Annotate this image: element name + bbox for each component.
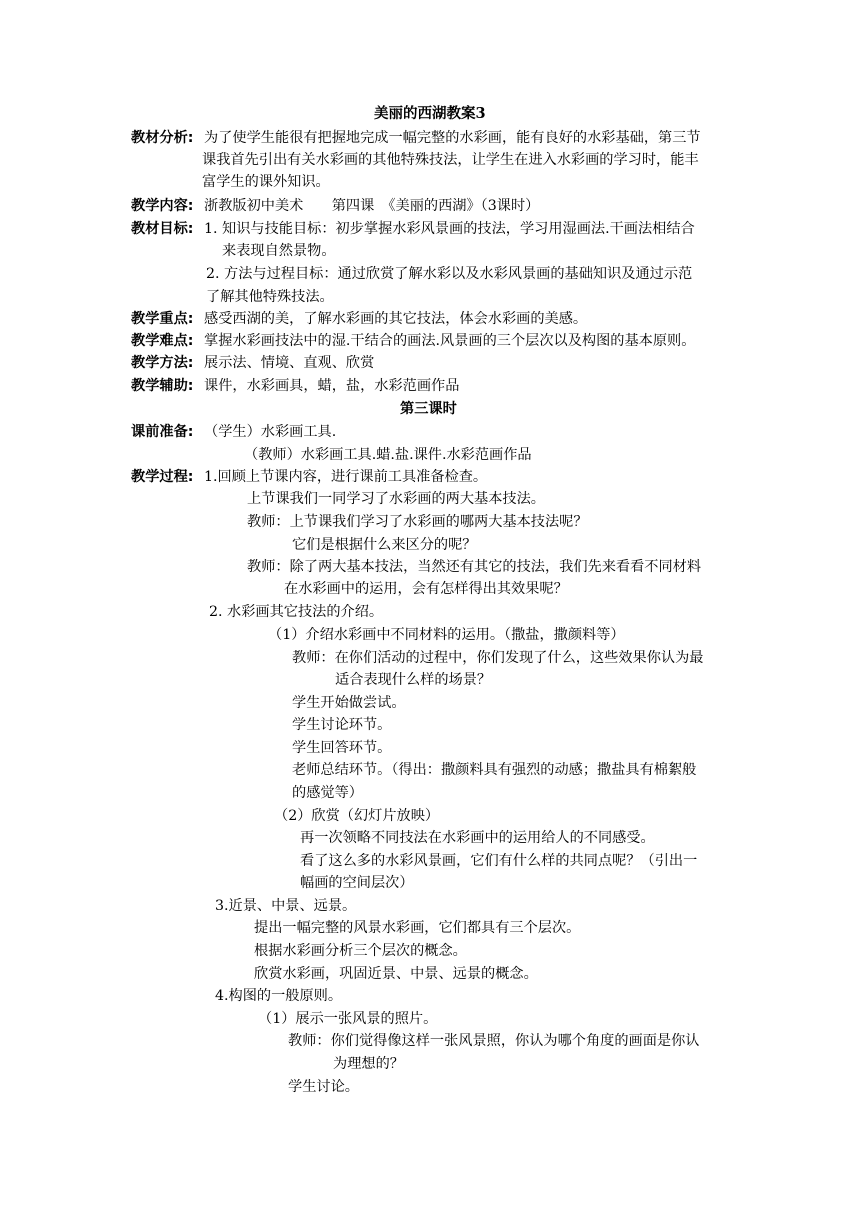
- process-line: 的感觉等）: [292, 785, 363, 801]
- process-line: 3.近景、中景、远景。: [215, 898, 357, 914]
- analysis-line: 为了使学生能很有把握地完成一幅完整的水彩画，能有良好的水彩基础，第三节: [204, 130, 701, 146]
- analysis-label: 教材分析:: [131, 130, 194, 146]
- content-text: 浙教版初中美术 第四课 《美丽的西湖》（3课时）: [204, 198, 540, 214]
- analysis-line: 富学生的课外知识。: [202, 174, 330, 190]
- process-line: 2. 水彩画其它技法的介绍。: [209, 604, 384, 620]
- difficulty-text: 掌握水彩画技法中的湿.干结合的画法.风景画的三个层次以及构图的基本原则。: [204, 333, 696, 349]
- method-label: 教学方法:: [131, 355, 194, 371]
- process-line: 提出一幅完整的风景水彩画，它们都具有三个层次。: [254, 920, 581, 936]
- goals-line: 2. 方法与过程目标：通过欣赏了解水彩以及水彩风景画的基础知识及通过示范: [206, 266, 693, 282]
- process-line: 教师：在你们活动的过程中，你们发现了什么，这些效果你认为最: [292, 650, 704, 666]
- goals-line: 了解其他特殊技法。: [206, 289, 334, 305]
- prep-line: （学生）水彩画工具.: [204, 424, 337, 440]
- goals-line: 1. 知识与技能目标：初步掌握水彩风景画的技法，学习用湿画法.干画法相结合: [204, 221, 695, 237]
- process-line: 教师：上节课我们学习了水彩画的哪两大基本技法呢？: [247, 514, 588, 530]
- goals-line: 来表现自然景物。: [222, 243, 336, 259]
- analysis-line: 课我首先引出有关水彩画的其他特殊技法，让学生在进入水彩画的学习时，能丰: [202, 152, 699, 168]
- content-label: 教学内容:: [131, 198, 194, 214]
- process-line: 教师：你们觉得像这样一张风景照，你认为哪个角度的画面是你认: [288, 1033, 700, 1049]
- difficulty-label: 教学难点:: [131, 333, 194, 349]
- process-label: 教学过程:: [131, 469, 194, 485]
- key-point-text: 感受西湖的美，了解水彩画的其它技法，体会水彩画的美感。: [204, 311, 588, 327]
- process-line: 学生讨论环节。: [292, 717, 392, 733]
- process-line: 学生回答环节。: [292, 740, 392, 756]
- process-line: 它们是根据什么来区分的呢？: [292, 537, 477, 553]
- process-line: 教师：除了两大基本技法，当然还有其它的技法，我们先来看看不同材料: [247, 559, 702, 575]
- process-line: 看了这么多的水彩风景画，它们有什么样的共同点呢？（引出一: [300, 853, 698, 869]
- document-title: 美丽的西湖教案3: [374, 105, 486, 122]
- prep-line: （教师）水彩画工具.蜡.盐.课件.水彩范画作品: [244, 447, 532, 463]
- process-line: 1.回顾上节课内容，进行课前工具准备检查。: [204, 469, 488, 485]
- process-line: 再一次领略不同技法在水彩画中的运用给人的不同感受。: [300, 830, 655, 846]
- aids-text: 课件，水彩画具，蜡，盐，水彩范画作品: [204, 378, 460, 394]
- process-line: （1）介绍水彩画中不同材料的运用。（撒盐，撒颜料等）: [268, 627, 625, 643]
- process-line: 上节课我们一同学习了水彩画的两大基本技法。: [247, 491, 545, 507]
- method-text: 展示法、情境、直观、欣赏: [204, 355, 375, 371]
- key-point-label: 教学重点:: [131, 311, 194, 327]
- aids-label: 教学辅助:: [131, 378, 194, 394]
- process-line: （2）欣赏（幻灯片放映）: [274, 808, 440, 824]
- process-line: 学生讨论。: [288, 1079, 359, 1095]
- process-line: 根据水彩画分析三个层次的概念。: [254, 943, 467, 959]
- process-line: 适合表现什么样的场景？: [335, 672, 492, 688]
- goals-label: 教材目标:: [131, 221, 194, 237]
- process-line: 为理想的？: [333, 1056, 404, 1072]
- process-line: 在水彩画中的运用，会有怎样得出其效果呢？: [284, 581, 568, 597]
- prep-label: 课前准备:: [131, 424, 194, 440]
- process-line: 学生开始做尝试。: [292, 695, 406, 711]
- process-line: 老师总结环节。（得出：撒颜料具有强烈的动感；撒盐具有棉絮般: [292, 762, 697, 778]
- process-line: 欣赏水彩画，巩固近景、中景、远景的概念。: [254, 966, 538, 982]
- section-title: 第三课时: [400, 401, 457, 417]
- process-line: 4.构图的一般原则。: [215, 988, 343, 1004]
- process-line: （1）展示一张风景的照片。: [258, 1011, 438, 1027]
- process-line: 幅画的空间层次）: [300, 875, 414, 891]
